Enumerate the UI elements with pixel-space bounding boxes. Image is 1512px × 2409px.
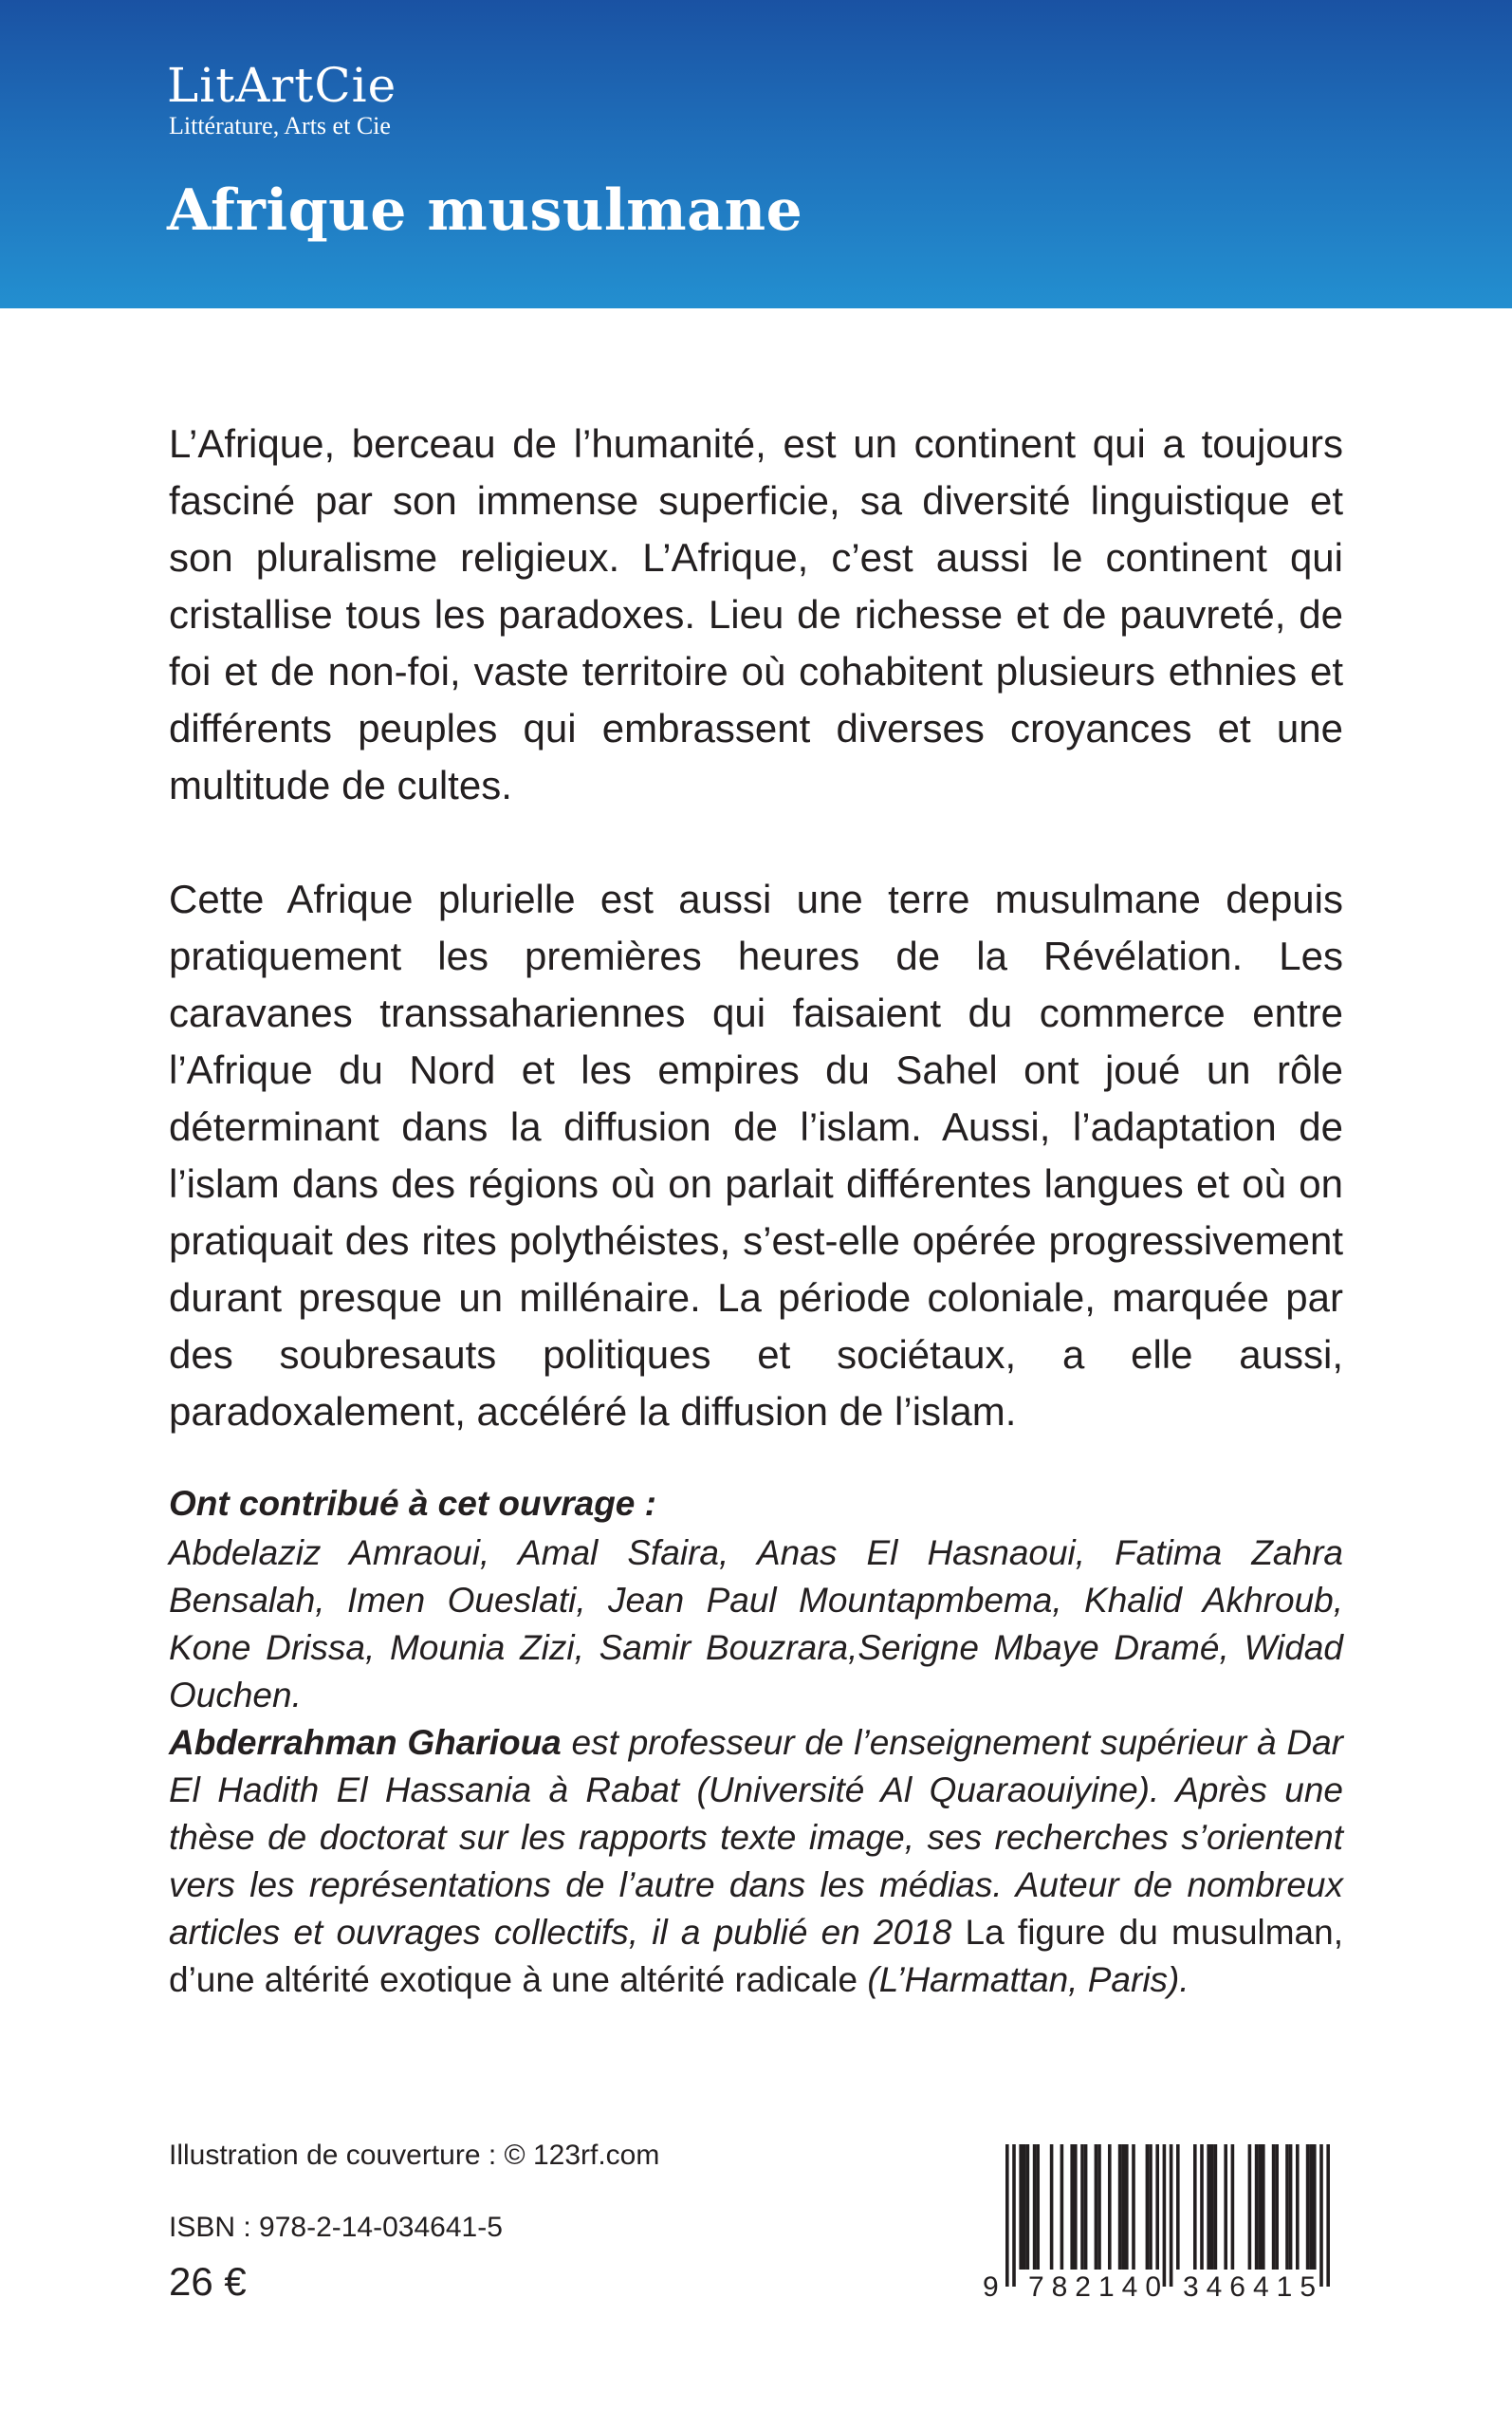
barcode-guard-bar: [1012, 2144, 1016, 2287]
contributors-heading: Ont contribué à cet ouvrage :: [169, 1484, 656, 1523]
barcode-bar: [1019, 2144, 1023, 2270]
barcode-bar: [1095, 2144, 1098, 2270]
barcode-bar: [1309, 2144, 1313, 2270]
author-name: Abderrahman Gharioua: [169, 1723, 562, 1762]
isbn-barcode: [969, 2137, 1368, 2307]
barcode-bar: [1231, 2144, 1235, 2270]
barcode-bar: [1132, 2144, 1135, 2270]
barcode-guard-bar: [1170, 2144, 1173, 2287]
barcode-guard-bar: [1326, 2144, 1330, 2287]
barcode-bar: [1149, 2144, 1152, 2270]
price: 26 €: [169, 2259, 247, 2304]
illustration-credit: Illustration de couverture : © 123rf.com: [169, 2140, 660, 2171]
author-bio-text: est professeur de l’enseignement supérieur à Dar El Hadith El Hassania à Rabat (Université Al Quaraouiyine). Après une thèse de doctorat sur les rapports texte image, ses recherches s’orientent vers les représentations de l’autre dans les médias. Auteur de nombreux articles et ouvrages collectifs, il a publié en 2018: [169, 1723, 1343, 1952]
barcode-digits-right: 346415: [1182, 2271, 1324, 2303]
barcode-bar: [1224, 2144, 1227, 2270]
author-bio: [169, 1719, 1343, 2004]
barcode-bar: [1060, 2144, 1064, 2270]
summary-paragraph-2: Cette Afrique plurielle est aussi une terre musulmane depuis pratiquement les premières heures de la Révélation. Les caravanes transsahariennes qui faisaient du commerce entre l’Afrique du Nord et les empires du Sahel ont joué un rôle déterminant dans la diffusion de l’islam. Aussi, l’adaptation de l’islam dans des régions où on parlait différentes langues et où on pratiquait des rites polythéistes, s’est-elle opérée progressivement durant presque un millénaire. La période coloniale, marquée par des soubresauts politiques et sociétaux, a elle aussi, paradoxalement, accéléré la diffusion de l’islam.: [169, 877, 1343, 1434]
header-band: [0, 0, 1512, 308]
barcode-bar: [1313, 2144, 1317, 2270]
barcode-bar: [1074, 2144, 1078, 2270]
book-reference: La figure du musulman, d’une altérité exotique à une altérité radicale: [169, 1913, 1343, 1999]
contributors-list: Abdelaziz Amraoui, Amal Sfaira, Anas El Hasnaoui, Fatima Zahra Bensalah, Imen Oueslati, Jean Paul Mountapmbema, Khalid Akhroub, Kone Drissa, Mounia Zizi, Samir Bouzrara,Serigne Mbaye Dramé, Widad Ouchen.: [169, 1533, 1343, 1714]
barcode-bar: [1207, 2144, 1210, 2270]
barcode-bar: [1097, 2144, 1101, 2270]
barcode-bar: [1036, 2144, 1040, 2270]
barcode-bar: [1118, 2144, 1122, 2270]
barcode-bar: [1026, 2144, 1030, 2270]
barcode-bar: [1146, 2144, 1150, 2270]
barcode-bar: [1121, 2144, 1125, 2270]
barcode-guard-bar: [1005, 2144, 1009, 2287]
barcode-bar: [1070, 2144, 1074, 2270]
barcode-bar: [1084, 2144, 1088, 2270]
barcode-bar: [1210, 2144, 1214, 2270]
isbn: ISBN : 978-2-14-034641-5: [169, 2212, 503, 2243]
barcode-bar: [1248, 2144, 1252, 2270]
barcode-bar: [1080, 2144, 1084, 2270]
barcode-bar: [1255, 2144, 1259, 2270]
barcode-bar: [1258, 2144, 1262, 2270]
barcode-digit-first: 9: [983, 2271, 999, 2303]
publisher-tagline: Littérature, Arts et Cie: [169, 112, 391, 139]
barcode-bar: [1289, 2144, 1293, 2270]
barcode-guard-bar: [1163, 2144, 1167, 2287]
barcode-bar: [1176, 2144, 1180, 2270]
barcode-bar: [1200, 2144, 1204, 2270]
barcode-bar: [1050, 2144, 1054, 2270]
barcode-bar: [1272, 2144, 1276, 2270]
barcode-bar: [1306, 2144, 1310, 2270]
barcode-bar: [1033, 2144, 1037, 2270]
barcode-bar: [1296, 2144, 1300, 2270]
barcode-bars: [1005, 2144, 1330, 2287]
barcode-bar: [1285, 2144, 1289, 2270]
barcode-guard-bar: [1319, 2144, 1323, 2287]
barcode-digits-left: 782140: [1027, 2271, 1170, 2303]
barcode-bar: [1023, 2144, 1026, 2270]
publisher-reference: (L’Harmattan, Paris).: [857, 1960, 1189, 1999]
barcode-bar: [1193, 2144, 1197, 2270]
publisher-logo: LitArtCie: [167, 58, 397, 113]
barcode-bar: [1275, 2144, 1279, 2270]
barcode-bar: [1125, 2144, 1129, 2270]
summary-paragraph-1: L’Afrique, berceau de l’humanité, est un continent qui a toujours fasciné par son immense superficie, sa diversité linguistique et son pluralisme religieux. L’Afrique, c’est aussi le continent qui cristallise tous les paradoxes. Lieu de richesse et de pauvreté, de foi et de non-foi, vaste territoire où cohabitent plusieurs ethnies et différents peuples qui embrassent diverses croyances et une multitude de cultes.: [169, 421, 1343, 807]
book-title: Afrique musulmane: [167, 177, 803, 244]
barcode-bar: [1155, 2144, 1159, 2270]
barcode-bar: [1108, 2144, 1112, 2270]
barcode-bar: [1214, 2144, 1218, 2270]
barcode-bar: [1262, 2144, 1265, 2270]
